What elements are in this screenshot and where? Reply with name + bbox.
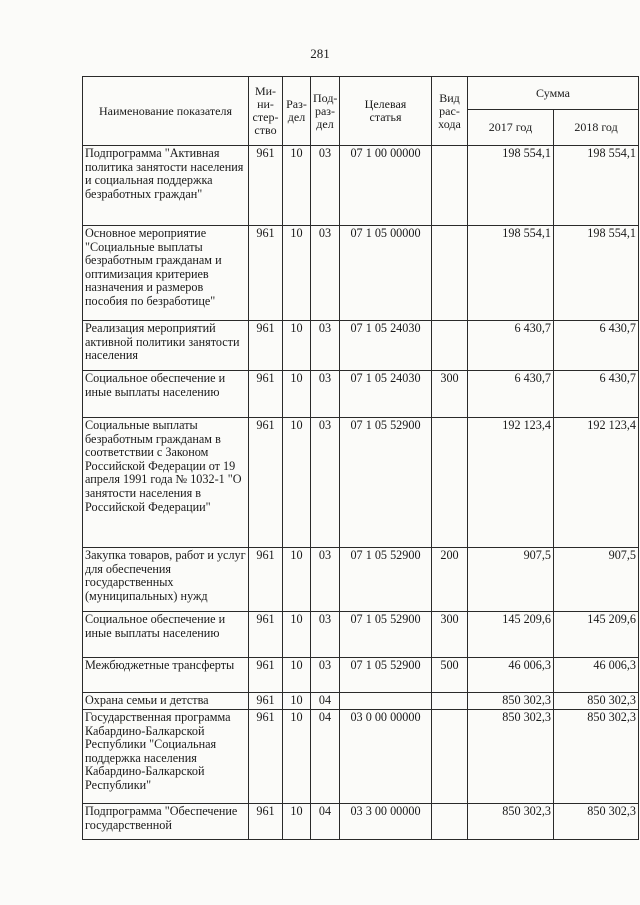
header-subsection: Под- раз- дел: [311, 77, 340, 146]
table-row: [83, 658, 639, 693]
row-value-2018: 192 123,4: [554, 418, 639, 548]
header-expense: Вид рас- хода: [432, 77, 468, 146]
table-row: [83, 548, 639, 612]
table-row: [83, 710, 639, 804]
row-section: 10: [283, 548, 311, 612]
table-row: [83, 226, 639, 321]
row-subsection: 04: [311, 804, 340, 840]
table-row: [83, 418, 639, 548]
row-expense: [432, 804, 468, 840]
row-name: Закупка товаров, работ и услуг для обеспечения государственных (муниципальных) нужд: [83, 548, 249, 612]
row-value-2018: 6 430,7: [554, 371, 639, 418]
row-value-2017: 850 302,3: [468, 710, 554, 804]
row-subsection: 04: [311, 693, 340, 710]
row-target: 07 1 00 00000: [340, 146, 432, 226]
row-ministry: 961: [249, 146, 283, 226]
row-target: 03 0 00 00000: [340, 710, 432, 804]
row-expense: [432, 226, 468, 321]
header-2018: 2018 год: [554, 110, 639, 146]
row-subsection: 04: [311, 710, 340, 804]
header-ministry: Ми- ни- стер- ство: [249, 77, 283, 146]
row-section: 10: [283, 146, 311, 226]
row-section: 10: [283, 321, 311, 371]
row-value-2018: 850 302,3: [554, 710, 639, 804]
row-value-2018: 198 554,1: [554, 226, 639, 321]
row-value-2017: 145 209,6: [468, 612, 554, 658]
row-subsection: 03: [311, 612, 340, 658]
table-row: [83, 371, 639, 418]
row-target: 07 1 05 52900: [340, 612, 432, 658]
row-name: Социальное обеспечение и иные выплаты населению: [83, 371, 249, 418]
row-section: 10: [283, 658, 311, 693]
row-ministry: 961: [249, 658, 283, 693]
row-ministry: 961: [249, 612, 283, 658]
row-value-2018: 198 554,1: [554, 146, 639, 226]
row-subsection: 03: [311, 548, 340, 612]
row-subsection: 03: [311, 658, 340, 693]
table-row: [83, 146, 639, 226]
row-expense: 500: [432, 658, 468, 693]
header-sum: Сумма: [468, 77, 639, 110]
row-ministry: 961: [249, 804, 283, 840]
header-target: Целевая статья: [340, 77, 432, 146]
row-ministry: 961: [249, 548, 283, 612]
row-value-2017: 46 006,3: [468, 658, 554, 693]
row-section: 10: [283, 693, 311, 710]
row-target: 07 1 05 52900: [340, 658, 432, 693]
row-expense: 200: [432, 548, 468, 612]
row-value-2017: 850 302,3: [468, 804, 554, 840]
row-target: 07 1 05 24030: [340, 371, 432, 418]
header-name: Наименование показателя: [83, 77, 249, 146]
row-ministry: 961: [249, 710, 283, 804]
row-name: Межбюджетные трансферты: [83, 658, 249, 693]
row-expense: 300: [432, 371, 468, 418]
row-expense: [432, 146, 468, 226]
row-name: Подпрограмма "Активная политика занятости населения и социальная поддержка безработных граждан": [83, 146, 249, 226]
row-expense: [432, 693, 468, 710]
row-value-2018: 145 209,6: [554, 612, 639, 658]
row-name: Подпрограмма "Обеспечение государственной: [83, 804, 249, 840]
row-ministry: 961: [249, 693, 283, 710]
row-name: Государственная программа Кабардино-Балкарской Республики "Социальная поддержка населения Кабардино-Балкарской Республики": [83, 710, 249, 804]
row-target: 03 3 00 00000: [340, 804, 432, 840]
row-target: 07 1 05 52900: [340, 548, 432, 612]
row-section: 10: [283, 710, 311, 804]
row-target: [340, 693, 432, 710]
row-expense: [432, 321, 468, 371]
row-value-2017: 198 554,1: [468, 146, 554, 226]
header-2017: 2017 год: [468, 110, 554, 146]
row-value-2017: 6 430,7: [468, 321, 554, 371]
row-subsection: 03: [311, 418, 340, 548]
row-expense: [432, 418, 468, 548]
row-target: 07 1 05 00000: [340, 226, 432, 321]
table-row: [83, 804, 639, 840]
row-subsection: 03: [311, 371, 340, 418]
row-value-2018: 907,5: [554, 548, 639, 612]
row-value-2017: 850 302,3: [468, 693, 554, 710]
row-name: Социальные выплаты безработным гражданам в соответствии с Законом Российской Федерации от 19 апреля 1991 года № 1032-1 "О занятости населения в Российской Федерации": [83, 418, 249, 548]
row-section: 10: [283, 226, 311, 321]
row-section: 10: [283, 371, 311, 418]
row-value-2018: 46 006,3: [554, 658, 639, 693]
row-subsection: 03: [311, 321, 340, 371]
row-ministry: 961: [249, 418, 283, 548]
row-name: Основное мероприятие "Социальные выплаты безработным гражданам и оптимизация критериев назначения и размеров пособия по безработице": [83, 226, 249, 321]
row-section: 10: [283, 612, 311, 658]
row-ministry: 961: [249, 371, 283, 418]
row-value-2017: 198 554,1: [468, 226, 554, 321]
table-row: [83, 612, 639, 658]
table-row: [83, 321, 639, 371]
budget-table: [82, 76, 639, 840]
row-name: Социальное обеспечение и иные выплаты населению: [83, 612, 249, 658]
row-ministry: 961: [249, 321, 283, 371]
row-subsection: 03: [311, 226, 340, 321]
row-expense: [432, 710, 468, 804]
row-subsection: 03: [311, 146, 340, 226]
row-target: 07 1 05 24030: [340, 321, 432, 371]
row-section: 10: [283, 804, 311, 840]
row-value-2017: 907,5: [468, 548, 554, 612]
row-value-2017: 192 123,4: [468, 418, 554, 548]
row-section: 10: [283, 418, 311, 548]
table-row: [83, 693, 639, 710]
row-target: 07 1 05 52900: [340, 418, 432, 548]
row-ministry: 961: [249, 226, 283, 321]
header-section: Раз- дел: [283, 77, 311, 146]
page-number: 281: [310, 46, 330, 61]
row-name: Охрана семьи и детства: [83, 693, 249, 710]
row-value-2018: 850 302,3: [554, 804, 639, 840]
row-value-2017: 6 430,7: [468, 371, 554, 418]
row-expense: 300: [432, 612, 468, 658]
row-name: Реализация мероприятий активной политики занятости населения: [83, 321, 249, 371]
row-value-2018: 850 302,3: [554, 693, 639, 710]
row-value-2018: 6 430,7: [554, 321, 639, 371]
